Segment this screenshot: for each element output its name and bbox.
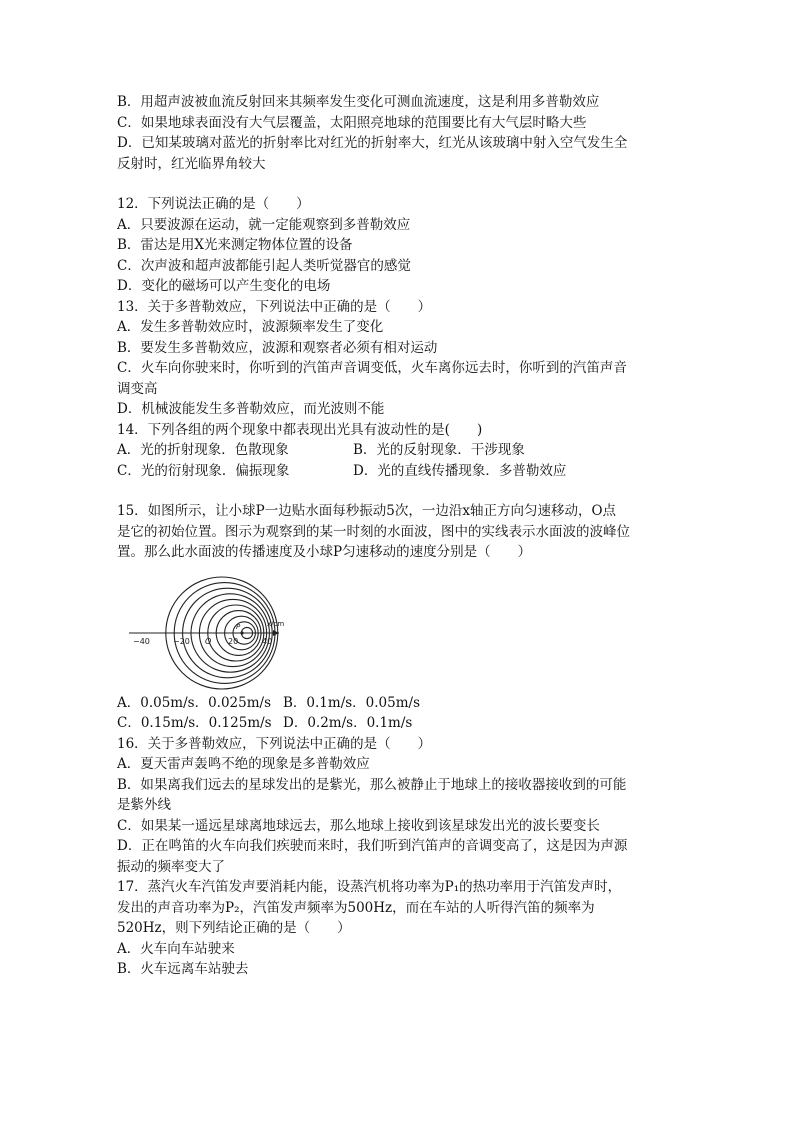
- option-b: B．要发生多普勒效应，波源和观察者必须有相对运动: [117, 339, 438, 356]
- exam-page: [117, 92, 687, 980]
- tick-label: 40: [262, 636, 273, 646]
- previous-question-options: [117, 92, 687, 174]
- question-13: [117, 297, 687, 420]
- option-a: A．发生多普勒效应时，波源频率发生了变化: [117, 319, 384, 335]
- option-b: B．雷达是用X光来测定物体位置的设备: [117, 237, 353, 253]
- option-c: C．次声波和超声波都能引起人类听觉器官的感觉: [117, 257, 411, 274]
- option-a: A．火车向车站驶来: [117, 940, 235, 957]
- x-axis-label: x/cm: [267, 619, 285, 628]
- option-b: B．0.1m/s．0.05m/s: [283, 694, 421, 711]
- option-d: D．正在鸣笛的火车向我们疾驶而来时，我们听到汽笛声的音调变高了，这是因为声源: [117, 838, 628, 854]
- options-row: [117, 440, 687, 461]
- options-row: [117, 693, 687, 714]
- question-stem: 15．如图所示，让小球P一边贴水面每秒振动5次，一边沿x轴正方向匀速移动，O点: [117, 503, 617, 519]
- option-c: C．如果某一遥远星球离地球远去，那么地球上接收到该星球发出光的波长要变长: [117, 817, 600, 834]
- option-b: B．如果离我们远去的星球发出的是紫光，那么被静止于地球上的接收器接收到的可能: [117, 776, 627, 793]
- question-16: [117, 734, 687, 878]
- tick-label: 20: [228, 636, 239, 646]
- option-a: A．0.05m/s．0.025m/s: [117, 694, 272, 711]
- point-label-p: P: [236, 622, 241, 631]
- question-15: [117, 501, 687, 734]
- option-d: D．0.2m/s．0.1m/s: [283, 715, 413, 731]
- question-stem: 14．下列各组的两个现象中都表现出光具有波动性的是( ): [117, 421, 483, 438]
- wave-diagram: [129, 571, 319, 691]
- option-d: D．变化的磁场可以产生变化的电场: [117, 278, 331, 294]
- option-line: B．用超声波被血流反射回来其频率发生变化可测血流速度，这是利用多普勒效应: [117, 94, 600, 110]
- question-stem: 置。那么此水面波的传播速度及小球P匀速移动的速度分别是（ ）: [117, 544, 532, 560]
- tick-label: O: [205, 636, 212, 646]
- option-a: A．只要波源在运动，就一定能观察到多普勒效应: [117, 216, 411, 233]
- question-stem: 520Hz，则下列结论正确的是（ ）: [117, 920, 351, 936]
- question-stem: 17．蒸汽火车汽笛发声要消耗内能，设蒸汽机将功率为P₁的热功率用于汽笛发声时，: [117, 879, 622, 895]
- question-stem: 12．下列说法正确的是（ ）: [117, 196, 310, 212]
- option-b: B．光的反射现象．干涉现象: [353, 442, 525, 458]
- question-17: [117, 877, 687, 980]
- tick-label: −20: [173, 636, 190, 646]
- question-stem: 16．关于多普勒效应，下列说法中正确的是（ ）: [117, 735, 432, 752]
- options-row: [117, 461, 687, 482]
- option-d-continued: 振动的频率变大了: [117, 858, 225, 875]
- question-14: [117, 420, 687, 482]
- option-line: D．已知某玻璃对蓝光的折射率比对红光的折射率大，红光从该玻璃中射入空气发生全: [117, 135, 628, 151]
- option-c-continued: 调变高: [117, 380, 158, 397]
- option-a: A．光的折射现象．色散现象: [117, 442, 289, 458]
- question-12: [117, 194, 687, 297]
- option-b-continued: 是紫外线: [117, 797, 171, 813]
- option-line: C．如果地球表面没有大气层覆盖，太阳照亮地球的范围要比有大气层时略大些: [117, 114, 587, 131]
- option-c: C．火车向你驶来时，你听到的汽笛声音调变低，火车离你远去时，你听到的汽笛声音: [117, 360, 627, 376]
- options-row: [117, 713, 687, 734]
- option-d: D．光的直线传播现象．多普勒效应: [353, 462, 567, 479]
- option-line: 反射时，红光临界角较大: [117, 155, 266, 172]
- question-stem: 发出的声音功率为P₂，汽笛发声频率为500Hz，而在车站的人听得汽笛的频率为: [117, 899, 595, 916]
- ball-p: [240, 631, 243, 634]
- option-c: C．0.15m/s．0.125m/s: [117, 715, 272, 731]
- option-d: D．机械波能发生多普勒效应，而光波则不能: [117, 401, 385, 417]
- question-stem: 是它的初始位置。图示为观察到的某一时刻的水面波，图中的实线表示水面波的波峰位: [117, 523, 630, 540]
- option-c: C．光的衍射现象．偏振现象: [117, 462, 290, 479]
- question-stem: 13．关于多普勒效应，下列说法中正确的是（ ）: [117, 298, 432, 315]
- option-a: A．夏天雷声轰鸣不绝的现象是多普勒效应: [117, 756, 370, 772]
- option-b: B．火车远离车站驶去: [117, 961, 249, 977]
- water-wave-figure: [129, 571, 319, 691]
- tick-label: −40: [133, 636, 150, 646]
